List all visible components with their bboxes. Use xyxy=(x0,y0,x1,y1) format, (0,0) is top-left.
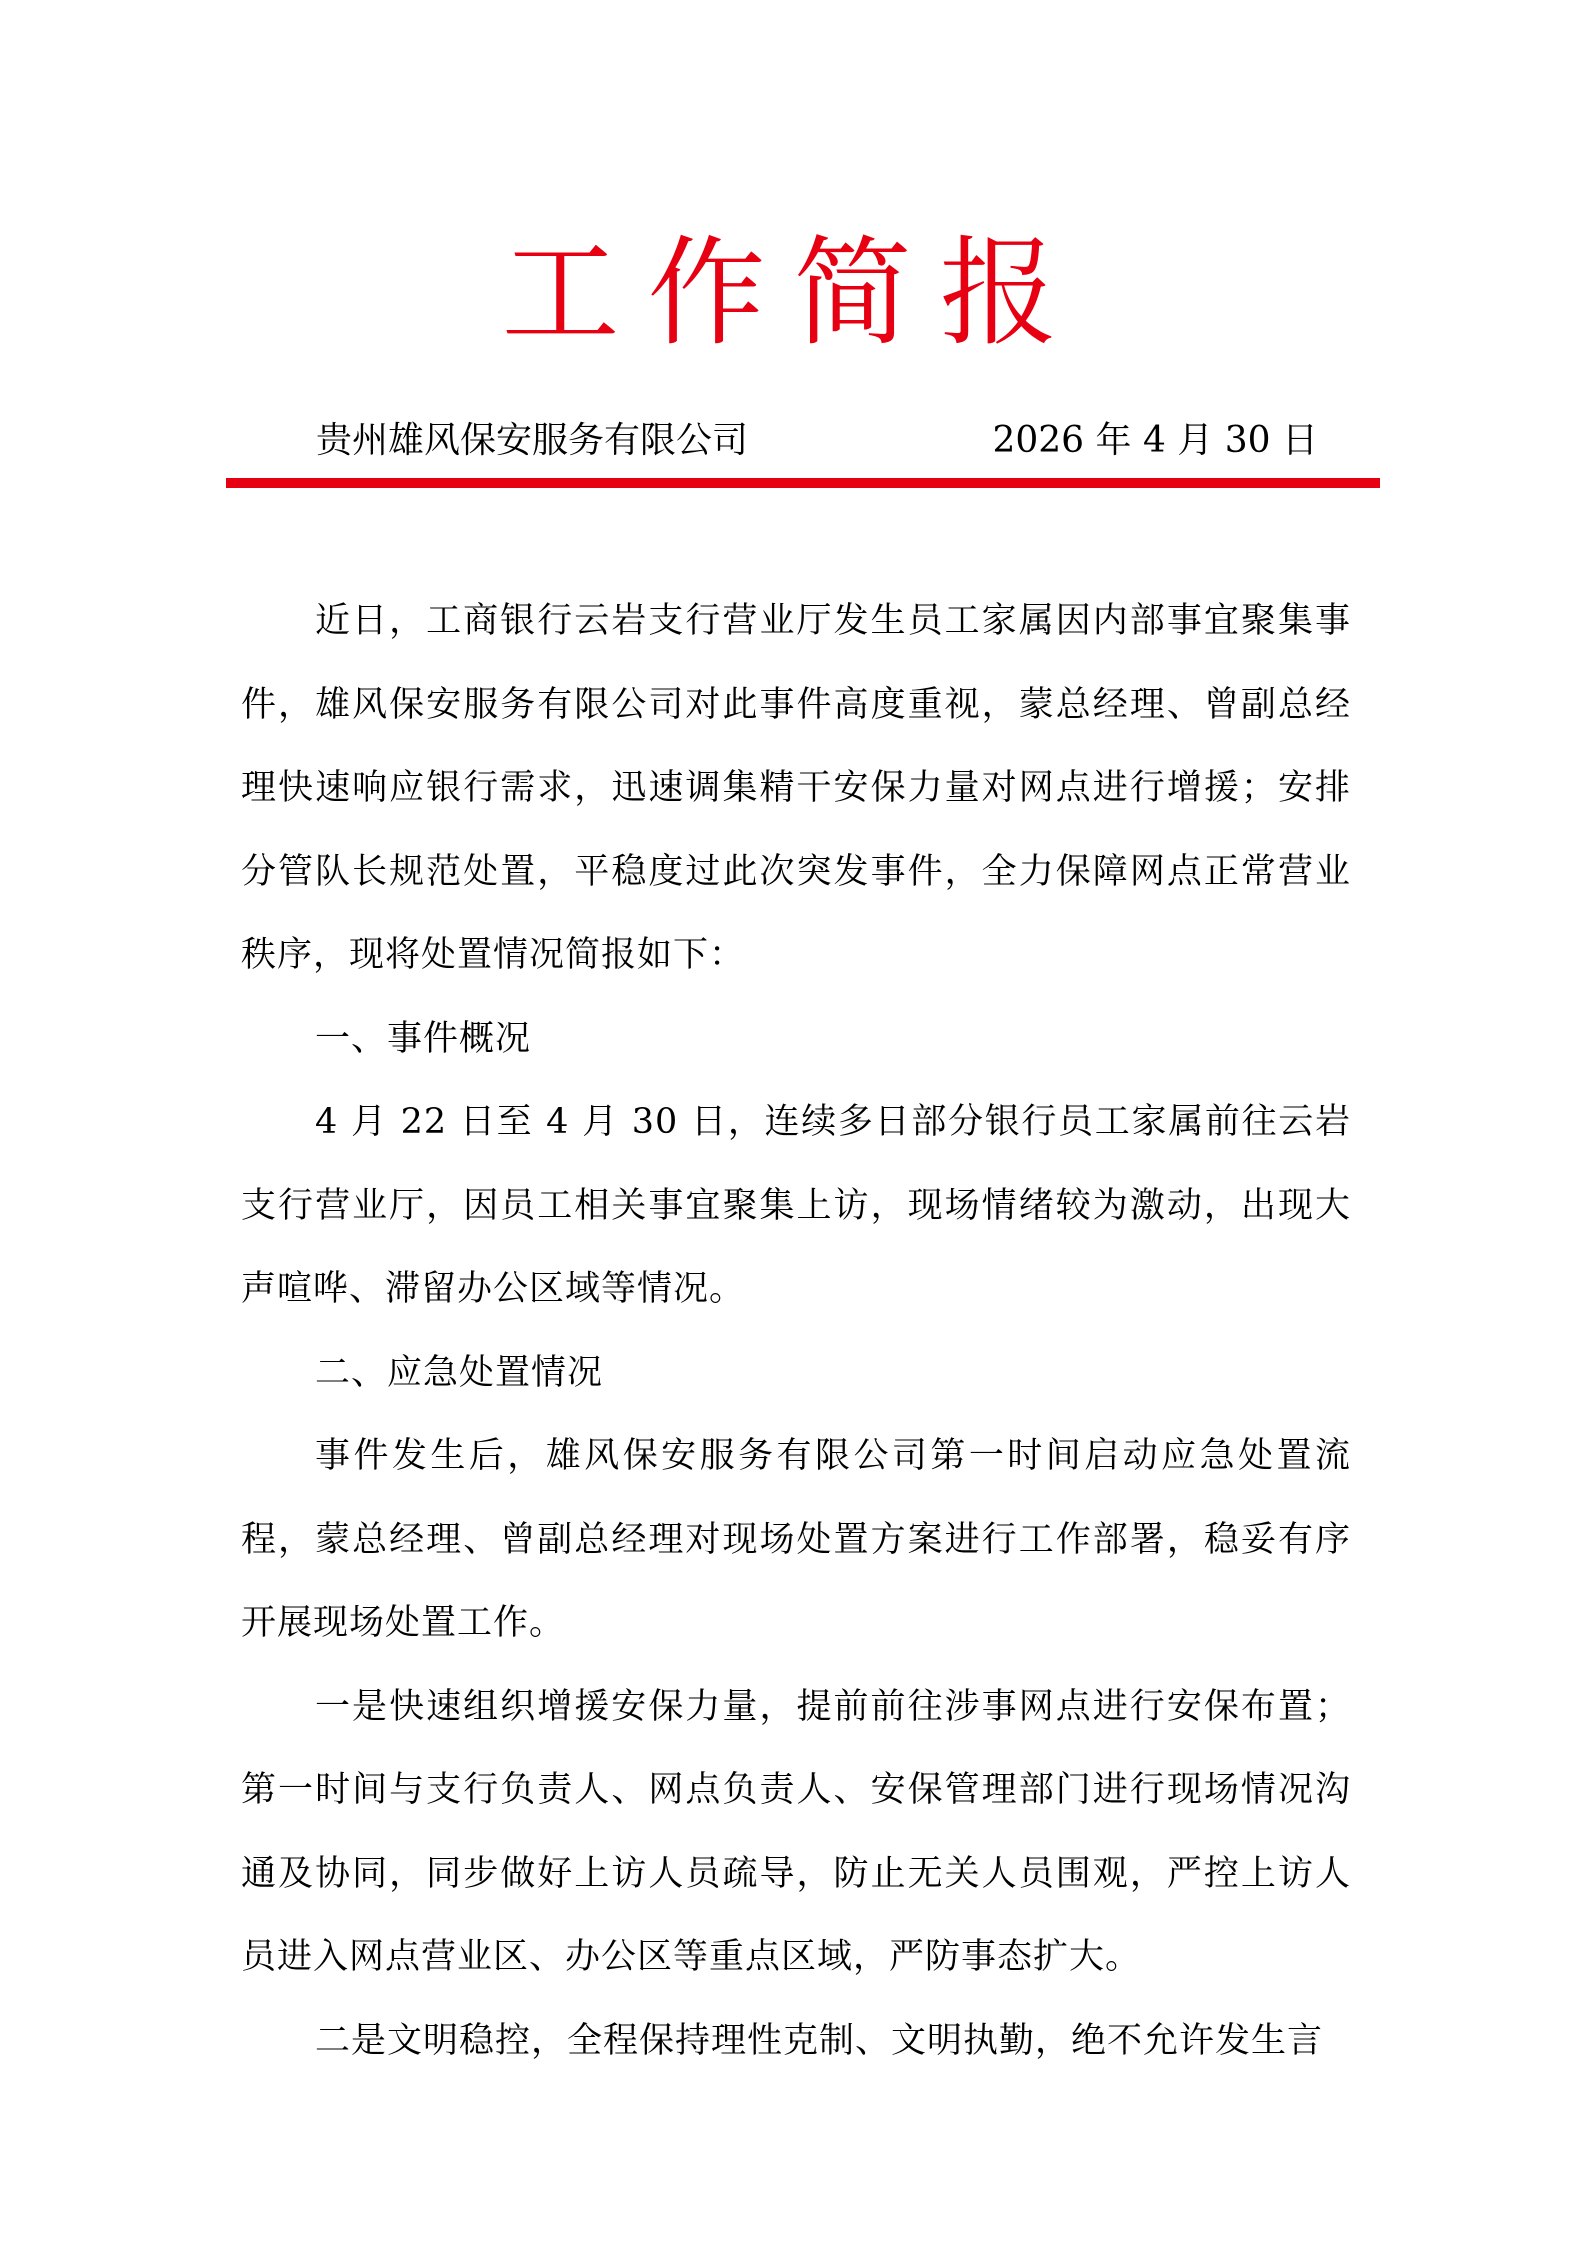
document-body xyxy=(241,580,1351,2083)
paragraph-overview: 4 月 22 日至 4 月 30 日，连续多日部分银行员工家属前往云岩支行营业厅，因员工相关事宜聚集上访，现场情绪较为激动，出现大声喧哗、滞留办公区域等情况。 xyxy=(241,1102,1351,1309)
organization-name: 贵州雄风保安服务有限公司 xyxy=(316,420,749,461)
document-meta xyxy=(316,414,1318,468)
paragraph-measure-one: 一是快速组织增援安保力量，提前前往涉事网点进行安保布置；第一时间与支行负责人、网点负责人、安保管理部门进行现场情况沟通及协同，同步做好上访人员疏导，防止无关人员围观，严控上访人员进入网点营业区、办公区等重点区域，严防事态扩大。 xyxy=(241,1686,1351,1977)
section-heading-response: 二、应急处置情况 xyxy=(315,1352,604,1393)
section-heading-overview: 一、事件概况 xyxy=(315,1018,532,1059)
issue-date: 2026 年 4 月 30 日 xyxy=(992,420,1318,461)
red-divider xyxy=(226,478,1380,488)
paragraph-response: 事件发生后，雄风保安服务有限公司第一时间启动应急处置流程，蒙总经理、曾副总经理对现场处置方案进行工作部署，稳妥有序开展现场处置工作。 xyxy=(241,1436,1351,1643)
document-title: 工作简报 xyxy=(501,224,1086,362)
paragraph-measure-two: 二是文明稳控，全程保持理性克制、文明执勤，绝不允许发生言 xyxy=(315,2020,1324,2061)
paragraph-intro: 近日，工商银行云岩支行营业厅发生员工家属因内部事宜聚集事件，雄风保安服务有限公司对此事件高度重视，蒙总经理、曾副总经理快速响应银行需求，迅速调集精干安保力量对网点进行增援；安排分管队长规范处置，平稳度过此次突发事件，全力保障网点正常营业秩序，现将处置情况简报如下： xyxy=(241,601,1351,975)
